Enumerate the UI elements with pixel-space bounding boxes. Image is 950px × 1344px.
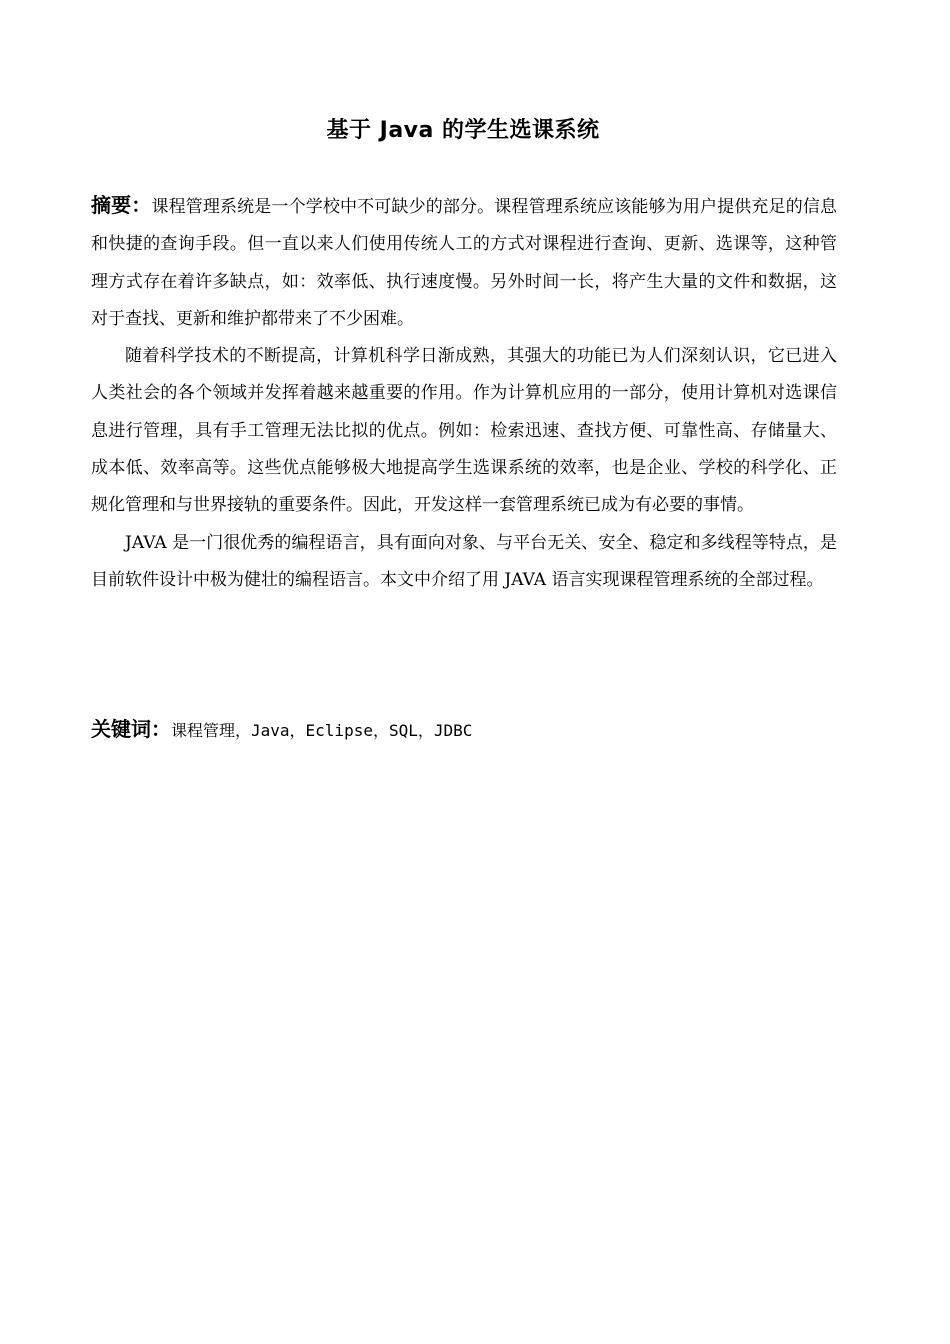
abstract-label: 摘要： [91, 193, 152, 217]
abstract-section [91, 187, 837, 599]
abstract-paragraph-1-text: 课程管理系统是一个学校中不可缺少的部分。课程管理系统应该能够为用户提供充足的信息和快捷的查询手段。但一直以来人们使用传统人工的方式对课程进行查询、更新、选课等，这种管理方式存在着许多缺点，如：效率低、执行速度慢。另外时间一长，将产生大量的文件和数据，这对于查找、更新和维护都带来了不少困难。 [91, 197, 838, 329]
abstract-paragraph-3: JAVA 是一门很优秀的编程语言，具有面向对象、与平台无关、安全、稳定和多线程等特点，是目前软件设计中极为健壮的编程语言。本文中介绍了用 JAVA 语言实现课程管理系统的全部过程。 [91, 532, 837, 590]
keywords-label: 关键词： [91, 717, 171, 741]
keywords-line [91, 711, 837, 750]
abstract-paragraph-1 [91, 187, 837, 338]
keywords-values: 课程管理，Java，Eclipse，SQL，JDBC [171, 721, 473, 740]
document-title: 基于 Java 的学生选课系统 [326, 118, 600, 143]
abstract-paragraph-2: 随着科学技术的不断提高，计算机科学日渐成熟，其强大的功能已为人们深刻认识，它已进入人类社会的各个领域并发挥着越来越重要的作用。作为计算机应用的一部分，使用计算机对选课信息进行管理，具有手工管理无法比拟的优点。例如：检索迅速、查找方便、可靠性高、存储量大、成本低、效率高等。这些优点能够极大地提高学生选课系统的效率，也是企业、学校的科学化、正规化管理和与世界接轨的重要条件。因此，开发这样一套管理系统已成为有必要的事情。 [91, 346, 837, 516]
